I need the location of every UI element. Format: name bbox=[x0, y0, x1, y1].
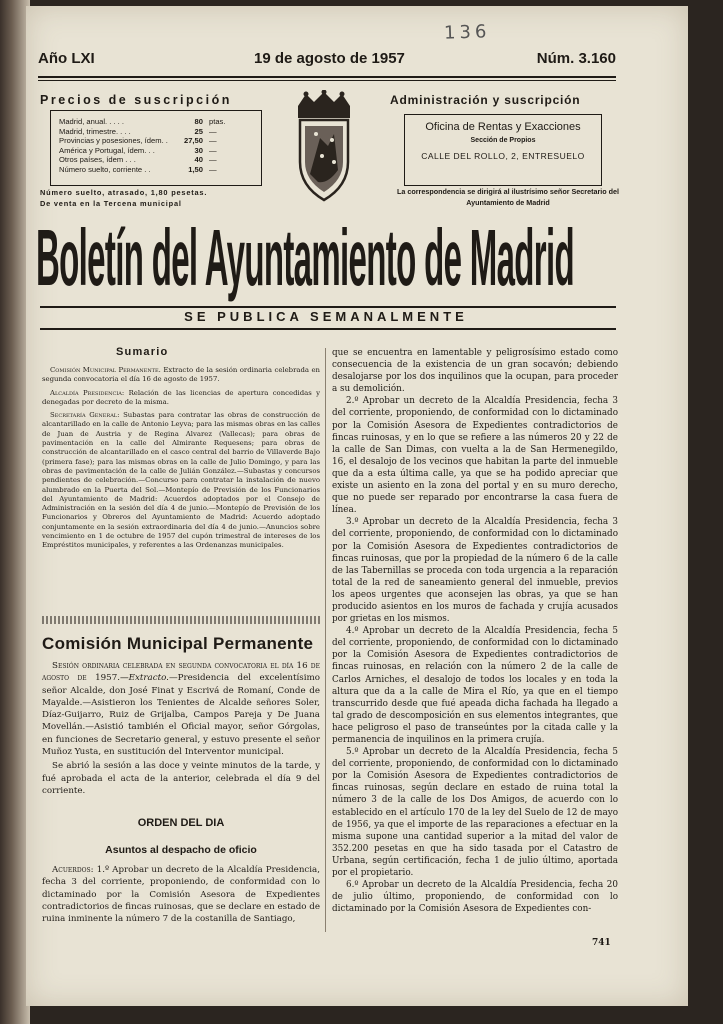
matters-heading: Asuntos al despacho de oficio bbox=[105, 844, 257, 856]
issue-date: 19 de agosto de 1957 bbox=[254, 50, 405, 67]
sale-location: De venta en la Tercena municipal bbox=[40, 199, 182, 208]
subscription-title: Precios de suscripción bbox=[40, 93, 232, 107]
price-row: Madrid, trimestre. . . . 25 — bbox=[59, 126, 217, 136]
price-row: Número suelto, corriente . . 1,50 — bbox=[59, 164, 217, 174]
issue-header bbox=[38, 50, 616, 74]
page-number: 741 bbox=[592, 938, 611, 948]
masthead bbox=[36, 209, 636, 307]
decorative-border bbox=[42, 616, 320, 624]
summary-item: Alcaldía Presidencia: Relación de las licencias de apertura concedidas y denegadas por decreto de la misma. bbox=[42, 388, 320, 406]
price-row: Madrid, anual. . . . . 80 ptas. bbox=[59, 117, 226, 126]
paragraph: 4.º Aprobar un decreto de la Alcaldía Presidencia, fecha 5 del corriente, proponiendo, de conformidad con lo dictaminado por la Comisión Asesora de Expedientes contradictorios de fincas ruinosas, en relación con la número 2 de la calle de Carlos Arniches, el desalojo de todos los locales y en toda la altura que da a la calle de Mira el Río, ya que en el tiempo transcurrido desde que fué apeada dicha fachada ha llegado a tal grado de descomposición en sus elementos integrantes, que hace peligroso el paso de transeúntes por la citada calle y la permanencia de inquilinos en la primera crujía. bbox=[332, 626, 618, 745]
administration-box bbox=[404, 114, 602, 186]
subscription-notes bbox=[40, 187, 280, 209]
right-column bbox=[332, 347, 618, 915]
paragraph: que se encuentra en lamentable y peligrosísimo estado como consecuencia de la existencia de un gran socavón; debiendo desalojarse por los dos inquilinos que la ocupan, para proceder a su demolición. bbox=[332, 348, 618, 395]
back-issue-price: Número suelto, atrasado, 1,80 pesetas. bbox=[40, 188, 208, 197]
order-of-day-heading: ORDEN DEL DIA bbox=[137, 817, 225, 829]
commission-title: Comisión Municipal Permanente bbox=[42, 634, 314, 653]
paragraph: 5.º Aprobar un decreto de la Alcaldía Presidencia, fecha 5 del corriente, proponiendo, de conformidad con lo dictaminado por la Comisión Asesora de Expedientes contradictorios de fincas ruinosas, según declare en estado de ruina total la número 3 de la calle de los Dos Amigos, de acuerdo con lo establecido en el artículo 170 de la ley del Suelo de 12 de mayo de 1956, ya que el importe de las reparaciones a efectuar en la misma supone una cantidad superior a la mitad del valor de 352.200 pesetas en que ha sido tasada por el Catastro de Urbana, según certificación, fecha 1 de julio último, aportada por el propietario. bbox=[332, 747, 618, 879]
session-extract: Sesión ordinaria celebrada en segunda convocatoria el día 16 de agosto de 1957.—Extracto.—Presidencia del excelentísimo señor Alcalde, don José Finat y Escrivá de Romaní, Conde de Mayalde.—Asistieron los Tenientes de Alcalde señores Soler, Díaz-Guijarro, Ruiz de Grijalba, Campos Pareja y De Juana Movellán.—Asistió también el Oficial mayor, señor Górgolas, en funciones de Secretario general, y estuvo presente el señor Muñoz Yusta, en sustitución del Interventor municipal. Se abrió la sesión a las doce y veinte minutos de la tarde, y fué aprobada el acta de la anterior, celebrada el día 9 del corriente. bbox=[42, 661, 320, 796]
handwritten-page-mark: 136 bbox=[443, 21, 491, 44]
office-section: Sección de Propios bbox=[470, 137, 536, 144]
madrid-coat-of-arms-icon bbox=[288, 90, 360, 204]
administration-title: Administración y suscripción bbox=[390, 93, 581, 107]
scan-background-strip bbox=[688, 0, 723, 1024]
office-address: CALLE DEL ROLLO, 2, ENTRESUELO bbox=[421, 151, 585, 161]
price-row: América y Portugal, ídem. . . 30 — bbox=[59, 145, 217, 155]
summary-item: Secretaría General: Subastas para contratar las obras de construcción de alcantarillado en la calle de Antonio Leyva; para las mismas obras en las calles de Juan de Austria y de Regina Alvarez (Vallecas); para obras de pavimentación en la calle del Almirante Requesens; para obras de construcción de alcantarillado en el casco central del barrio de Villaverde Bajo (primera fase); para las mismas obras en la calle de Julio Domingo, y para las obras de pavimentación de la calle de Julián González.—Subastas y concursos pendientes de celebración.—Concurso para contratar la instalación de nuevo alumbrado en la Puerta del Sol.—Montepío de Previsión de los Funcionarios del Ayuntamiento de Madrid: Acuerdos adoptados por el Consejo de Administración en la sesión del día 4 de junio.—Montepío de Previsión de los Funcionarios y Obreros del Ayuntamiento de Madrid: Acuerdo adoptado conjuntamente en la sesión extraordinaria del día 4 de junio.—Anuncios sobre vencimiento en 1 de octubre de 1957 del cupón trimestral de intereses de los Empréstitos municipales, y referentes a las Ordenanzas municipales. bbox=[42, 411, 321, 550]
header-rule bbox=[38, 76, 616, 78]
price-row: Provincias y posesiones, ídem. . 27,50 — bbox=[59, 136, 217, 145]
publication-frequency: SE PUBLICA SEMANALMENTE bbox=[184, 309, 468, 324]
newspaper-page bbox=[26, 6, 688, 1006]
issue-year: Año LXI bbox=[38, 50, 95, 67]
office-name: Oficina de Rentas y Exacciones bbox=[425, 121, 581, 133]
issue-number: Núm. 3.160 bbox=[536, 50, 616, 67]
summary-item: Comisión Municipal Permanente. Extracto de la sesión ordinaria celebrada en segunda convocatoria el día 16 de agosto de 1957. bbox=[42, 366, 320, 384]
correspondence-note: La correspondencia se dirigirá al ilustrísimo señor Secretario del Ayuntamiento de Madrid bbox=[396, 187, 620, 207]
agreements-text: Acuerdos: 1.º Aprobar un decreto de la Alcaldía Presidencia, fecha 3 del corriente, proponiendo, de conformidad con lo dictaminado por la Comisión Asesora de Expedientes contradictorios de fincas ruinosas, que se declare en estado de ruina inminente la número 7 de la costanilla de Santiago, bbox=[42, 865, 320, 925]
masthead-rule bbox=[40, 306, 616, 308]
summary-title: Sumario bbox=[116, 346, 169, 358]
column-divider bbox=[325, 348, 326, 932]
frequency-rule bbox=[40, 328, 616, 330]
summary-list bbox=[42, 366, 320, 555]
paragraph: 2.º Aprobar un decreto de la Alcaldía Presidencia, fecha 3 del corriente, proponiendo, de conformidad con lo dictaminado por la Comisión Asesora de Expedientes contradictorios de fincas ruinosas, y en lo que se refiere a las números 20 y 22 de la calle de San Dimas, con vuelta a la de San Hermenegildo, 16, el desalojo de los vecinos que habitan la parte del inmueble que da a esta última calle, ya que se ha podido apreciar que existe un asiento en la zona del portal y en su muro derecho, que no puede ser reparado por encontrarse la casa fuera de línea. bbox=[332, 396, 618, 516]
header-rule-thin bbox=[38, 80, 616, 81]
subscription-prices-box bbox=[50, 110, 262, 186]
price-row: Otros países, ídem . . . 40 — bbox=[59, 155, 217, 164]
paragraph: 3.º Aprobar un decreto de la Alcaldía Presidencia, fecha 3 del corriente, proponiendo, de conformidad con lo dictaminado por la Comisión Asesora de Expedientes contradictorios de fincas ruinosas, que por la propiedad de la número 6 de la calle de las Tabernillas se proceda con toda urgencia a la reparación total de la red de saneamiento general del inmueble, previos los apeos urgentes que aconsejen las obras, ya que se han producido asientos en los muros de fachada y crujía acusados por grietas en los mismos. bbox=[332, 517, 618, 625]
paragraph: 6.º Aprobar un decreto de la Alcaldía Presidencia, fecha 20 de julio último, proponiendo, de conformidad con lo dictaminado por la Comisión Asesora de Expedientes con- bbox=[332, 880, 618, 915]
masthead-title: Boletín del Ayuntamiento de Madrid bbox=[36, 213, 574, 303]
